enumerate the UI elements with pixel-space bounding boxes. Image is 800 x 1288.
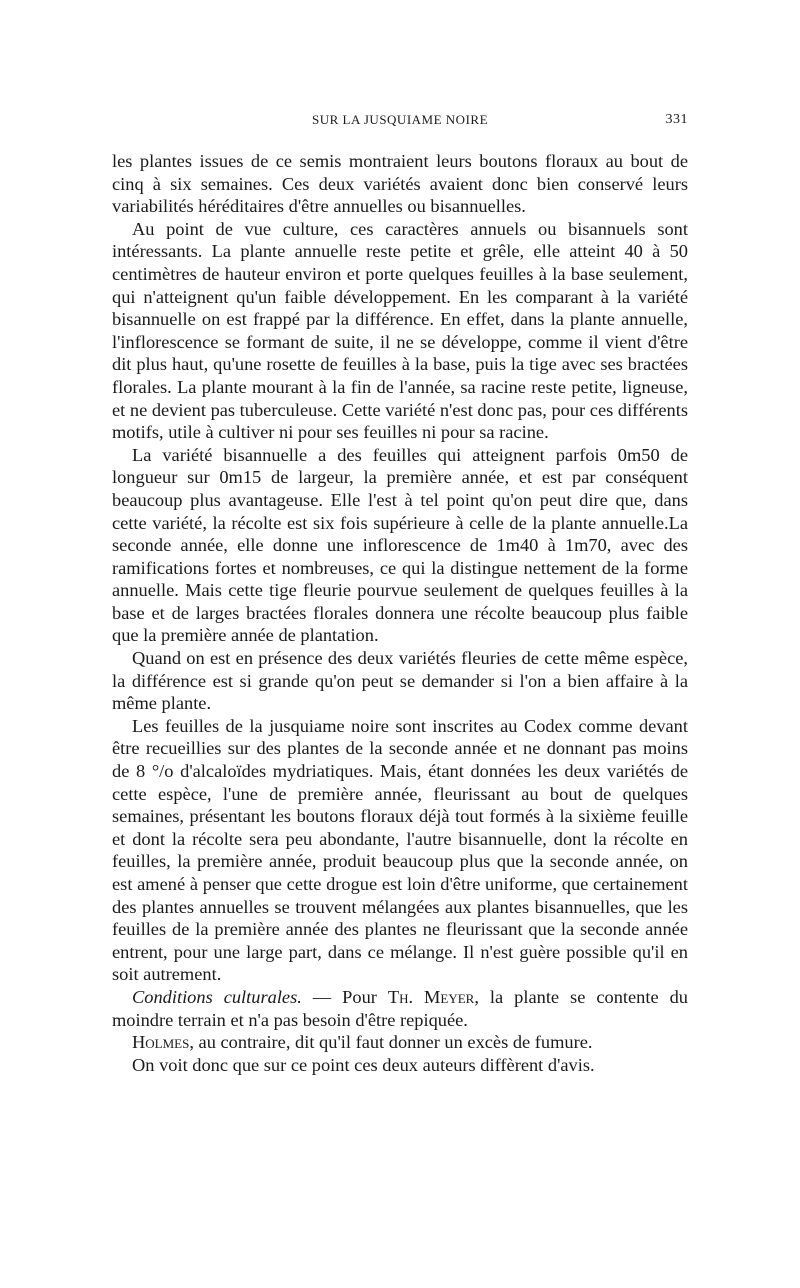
paragraph-3: La variété bisannuelle a des feuilles qui atteignent parfois 0m50 de longueur sur 0m15 de largeur, la première année, et est par conséquent beaucoup plus avantageuse. Elle l'est à tel point qu'on peut dire que, dans cette variété, la récolte est six fois supérieure à celle de la plante annuelle.La seconde année, elle donne une inflorescence de 1m40 à 1m70, avec des ramifications fortes et nombreuses, ce qui la distingue nettement de la forme annuelle. Mais cette tige fleurie pourvue seulement de quelques feuilles à la base et de larges bractées florales donnera une récolte beaucoup plus faible que la première année de plantation. — [112, 444, 688, 646]
author-name: Th. Meyer — [387, 986, 475, 1007]
running-head — [112, 112, 688, 134]
paragraph-1: les plantes issues de ce semis montraient leurs boutons floraux au bout de cinq à six semaines. Ces deux variétés avaient donc bien conservé leurs variabilités héréditaires d'être annuelles ou bisannuelles. — [112, 151, 688, 217]
paragraph-2: Au point de vue culture, ces caractères annuels ou bisannuels sont intéressants. La plante annuelle reste petite et grêle, elle atteint 40 à 50 centimètres de hauteur environ et porte quelques feuilles à la base seulement, qui n'atteignent qu'un faible développement. En les comparant à la variété bisannuelle on est frappé par la différence. En effet, dans la plante annuelle, l'inflorescence se formant de suite, il ne se développe, comme il vient d'être dit plus haut, qu'une rosette de feuilles à la base, puis la tige avec ses bractées florales. La plante mourant à la fin de l'année, sa racine reste petite, ligneuse, et ne devient pas tuberculeuse. Cette variété n'est donc pas, pour ces différents motifs, utile à cultiver ni pour ses feuilles ni pour sa racine. — [112, 218, 688, 443]
paragraph-8: On voit donc que sur ce point ces deux auteurs diffèrent d'avis. — [132, 1054, 595, 1075]
body-text — [112, 150, 688, 1076]
page — [112, 112, 688, 1076]
paragraph-4: Quand on est en présence des deux variétés fleuries de cette même espèce, la différence est si grande qu'on peut se demander si l'on a bien affaire à la même plante. — [112, 648, 688, 714]
page-number: 331 — [665, 112, 688, 127]
paragraph-7-rest: , au contraire, dit qu'il faut donner un excès de fumure. — [189, 1032, 593, 1053]
author-name: Holmes — [132, 1032, 190, 1053]
running-title: SUR LA JUSQUIAME NOIRE — [311, 112, 489, 127]
paragraph-6-lead: — Pour — [301, 986, 388, 1007]
paragraph-7 — [112, 1031, 688, 1054]
paragraph-6-rest: , la plante se contente du moindre terrain et n'a pas besoin d'être repiquée. — [112, 986, 688, 1030]
section-heading: Conditions culturales. — [132, 986, 302, 1007]
paragraph-5: Les feuilles de la jusquiame noire sont inscrites au Codex comme devant être recueillies sur des plantes de la seconde année et ne donnant pas moins de 8 °/o d'alcaloïdes mydriatiques. Mais, étant données les deux variétés de cette espèce, l'une de première année, fleurissant au bout de quelques semaines, présentant les boutons floraux déjà tout formés à la sixième feuille et dont la récolte sera peu abondante, l'autre bisannuelle, dont la récolte en feuilles, la première année, produit beaucoup plus que la seconde année, on est amené à penser que cette drogue est loin d'être uniforme, que certainement des plantes annuelles se trouvent mélangées aux plantes bisannuelles, que les feuilles de la première année des plantes ne fleurissant que la seconde année entrent, pour une large part, dans ce mélange. Il n'est guère possible qu'il en soit autrement. — [112, 715, 688, 985]
paragraph-6 — [112, 986, 688, 1031]
